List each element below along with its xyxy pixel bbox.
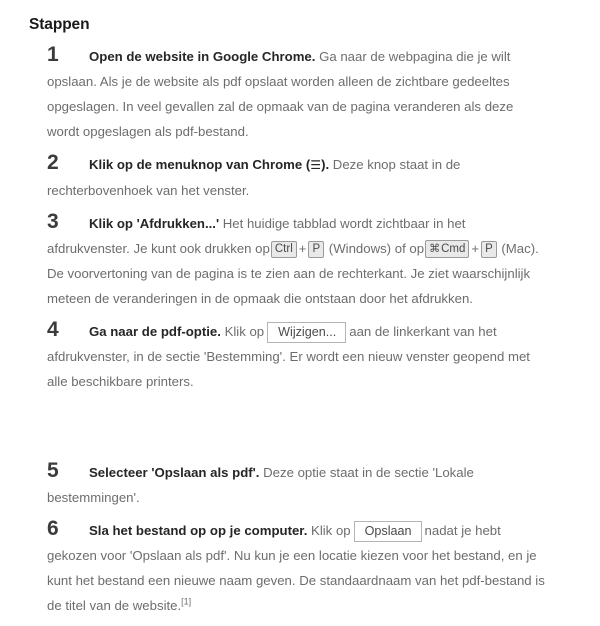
citation-reference-1[interactable]: [1] [181,596,192,607]
step-item-3 [0,211,600,311]
step-lead-6: Sla het bestand op op je computer. [89,522,308,538]
step-text-3 [0,211,600,311]
step-item-2 [0,152,600,203]
kbd-key-cmd-label: Cmd [441,242,466,255]
step-description-2: Deze knop staat in de rechterbovenhoek van het venster. [47,157,461,198]
steps-list [0,44,600,626]
hamburger-menu-icon: ☰ [310,157,322,172]
step-description-3-part1: Het huidige tabblad wordt zichtbaar in het afdrukvenster. Je kunt ook drukken op [47,215,466,256]
step-description-5: Deze optie staat in de sectie 'Lokale bestemmingen'. [47,464,474,505]
step-description-4-part2: aan de linkerkant van het afdrukvenster, in de sectie 'Bestemming'. Er wordt een nieuw venster geopend met alle beschikbare printers. [47,323,530,389]
step-lead-3: Klik op 'Afdrukken...' [89,215,220,231]
step-description-3-part3: (Mac). De voorvertoning van de pagina is te zien aan de rechterkant. Je ziet waarschijnlijk meteen de veranderingen in de opmaak die ontstaan door het afdrukken. [47,240,539,306]
step-lead-2-part2: ). [321,157,330,172]
step-lead-4: Ga naar de pdf-optie. [89,323,221,339]
step-item-1 [0,44,600,144]
kbd-key-p-windows: P [308,241,324,258]
step-lead-5: Selecteer 'Opslaan als pdf'. [89,464,260,480]
page-title: Stappen [29,16,90,33]
step-item-6 [0,518,600,618]
opslaan-button[interactable]: Opslaan [354,521,422,542]
step-number-4: 4 [47,317,59,341]
step-illustration-placeholder [0,402,600,460]
kbd-key-ctrl: Ctrl [271,241,297,258]
step-text-4 [0,319,600,394]
step-text-6 [0,518,600,618]
step-number-2: 2 [47,151,59,174]
kbd-plus-separator-2: + [471,240,480,256]
kbd-key-cmd [425,240,469,258]
step-number-5: 5 [47,458,59,482]
kbd-plus-separator-1: + [298,240,307,256]
step-text-2 [0,152,600,203]
step-description-4-part1: Klik op [224,323,265,339]
step-lead-1: Open de website in Google Chrome. [89,49,316,64]
step-description-6-part1: Klik op [311,522,351,538]
step-lead-2-part1: Klik op de menuknop van Chrome ( [89,157,311,172]
command-symbol-icon: ⌘ [429,241,441,255]
step-description-1: Ga naar de webpagina die je wilt opslaan. Als je de website als pdf opslaat worden alleen de zichtbare gedeeltes opgeslagen. In veel gevallen zal de opmaak van de pagina veranderen als deze wordt opgeslagen als pdf-bestand. [47,49,514,139]
step-text-5 [0,460,600,510]
kbd-key-p-mac: P [481,241,497,258]
step-number-3: 3 [47,209,59,233]
step-number-6: 6 [47,516,59,540]
wijzigen-button[interactable]: Wijzigen... [267,322,346,343]
step-item-5 [0,460,600,510]
step-text-1 [0,44,600,144]
step-lead-2 [89,157,329,172]
step-description-3-part2: (Windows) of op [328,240,425,256]
step-description-6-part2: nadat je hebt gekozen voor 'Opslaan als pdf'. Nu kun je een locatie kiezen voor het bestand, en je kunt het bestand een nieuwe naam geven. De standaardnaam van het pdf-bestand is de titel van de website. [47,522,545,613]
step-number-1: 1 [47,43,59,66]
step-item-4 [0,319,600,394]
